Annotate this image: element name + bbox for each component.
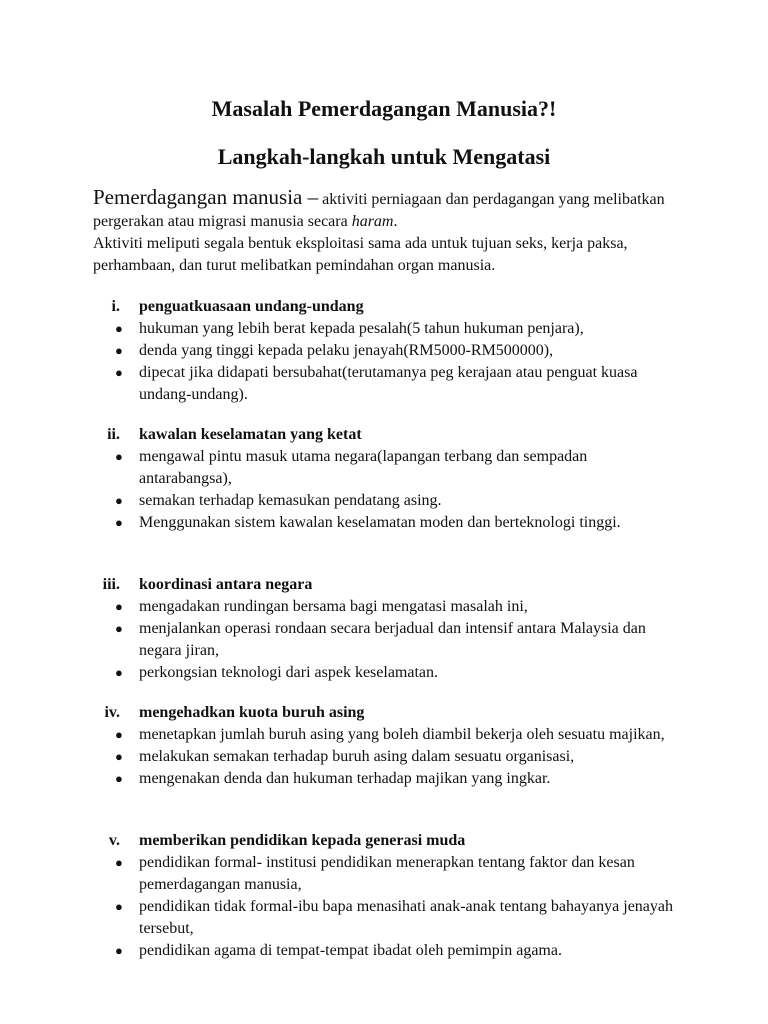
activity-paragraph: Aktiviti meliputi segala bentuk eksploitasi sama ada untuk tujuan seks, kerja paksa, perhambaan, dan turut melibatkan pemindahan organ manusia. (93, 235, 628, 274)
bullet-list (0, 724, 768, 790)
bullet-list (0, 446, 768, 534)
bullet-icon: ● (115, 621, 123, 636)
list-item: ● menetapkan jumlah buruh asing yang boleh diambil bekerja oleh sesuatu majikan, (0, 724, 679, 746)
list-item: ● perkongsian teknologi dari aspek keselamatan. (0, 662, 679, 684)
section-numeral: iv. (104, 704, 120, 721)
section-5 (0, 830, 768, 962)
list-item: ● semakan terhadap kemasukan pendatang asing. (0, 490, 679, 512)
list-item: ● mengawal pintu masuk utama negara(lapangan terbang dan sempadan antarabangsa), (115, 448, 588, 487)
section-numeral: ii. (107, 426, 120, 443)
bullet-icon: ● (115, 343, 123, 358)
section-heading (0, 830, 768, 852)
list-item: ● denda yang tinggi kepada pelaku jenayah(RM5000-RM500000), (0, 340, 679, 362)
list-item: ● menjalankan operasi rondaan secara berjadual dan intensif antara Malaysia dan negara jiran, (115, 620, 646, 659)
list-item: ● mengadakan rundingan bersama bagi mengatasi masalah ini, (0, 596, 679, 618)
list-item: ● mengenakan denda dan hukuman terhadap majikan yang ingkar. (0, 768, 679, 790)
section-numeral: v. (108, 832, 120, 849)
list-item: ● pendidikan formal- institusi pendidikan menerapkan tentang faktor dan kesan pemerdagangan manusia, (115, 854, 635, 893)
section-1 (0, 296, 768, 406)
list-item: ● pendidikan tidak formal-ibu bapa menasihati anak-anak tentang bahayanya jenayah tersebut, (115, 898, 674, 937)
definition-emphasis: haram (351, 213, 394, 230)
section-title: memberikan pendidikan kepada generasi muda (139, 832, 466, 849)
bullet-icon: ● (115, 515, 123, 530)
section-heading (0, 702, 768, 724)
list-item: ● hukuman yang lebih berat kepada pesalah(5 tahun hukuman penjara), (0, 318, 679, 340)
section-title: koordinasi antara negara (139, 576, 313, 593)
bullet-icon: ● (115, 493, 123, 508)
section-heading (0, 424, 768, 446)
definition-end: . (393, 213, 398, 230)
defined-term: Pemerdagangan manusia – (93, 185, 319, 209)
definition-paragraph (93, 186, 693, 233)
bullet-icon: ● (115, 855, 123, 870)
section-title: mengehadkan kuota buruh asing (139, 704, 365, 721)
section-heading (0, 574, 768, 596)
definition-text: aktiviti perniagaan dan perdagangan yang melibatkan pergerakan atau migrasi manusia secara (93, 191, 665, 230)
document-subtitle: Langkah-langkah untuk Mengatasi (217, 144, 551, 169)
document-title: Masalah Pemerdagangan Manusia?! (211, 96, 557, 121)
list-item: ● pendidikan agama di tempat-tempat ibadat oleh pemimpin agama. (0, 940, 679, 962)
list-item: ● melakukan semakan terhadap buruh asing dalam sesuatu organisasi, (0, 746, 679, 768)
bullet-icon: ● (115, 727, 123, 742)
section-title: kawalan keselamatan yang ketat (139, 426, 362, 443)
bullet-icon: ● (115, 449, 123, 464)
bullet-icon: ● (115, 321, 123, 336)
section-3 (0, 574, 768, 684)
section-numeral: iii. (102, 576, 120, 593)
bullet-icon: ● (115, 899, 123, 914)
bullet-list (0, 318, 768, 406)
section-numeral: i. (111, 298, 120, 315)
bullet-icon: ● (115, 943, 123, 958)
bullet-icon: ● (115, 599, 123, 614)
section-title: penguatkuasaan undang-undang (139, 298, 364, 315)
section-4 (0, 702, 768, 790)
bullet-icon: ● (115, 365, 123, 380)
list-item: ● dipecat jika didapati bersubahat(terutamanya peg kerajaan atau penguat kuasa undang-undang). (115, 364, 638, 403)
intro-block (93, 186, 693, 277)
bullet-list (0, 596, 768, 684)
section-heading (0, 296, 768, 318)
bullet-icon: ● (115, 665, 123, 680)
bullet-list (0, 852, 768, 962)
list-item: ● Menggunakan sistem kawalan keselamatan moden dan berteknologi tinggi. (0, 512, 679, 534)
bullet-icon: ● (115, 749, 123, 764)
bullet-icon: ● (115, 771, 123, 786)
section-2 (0, 424, 768, 534)
